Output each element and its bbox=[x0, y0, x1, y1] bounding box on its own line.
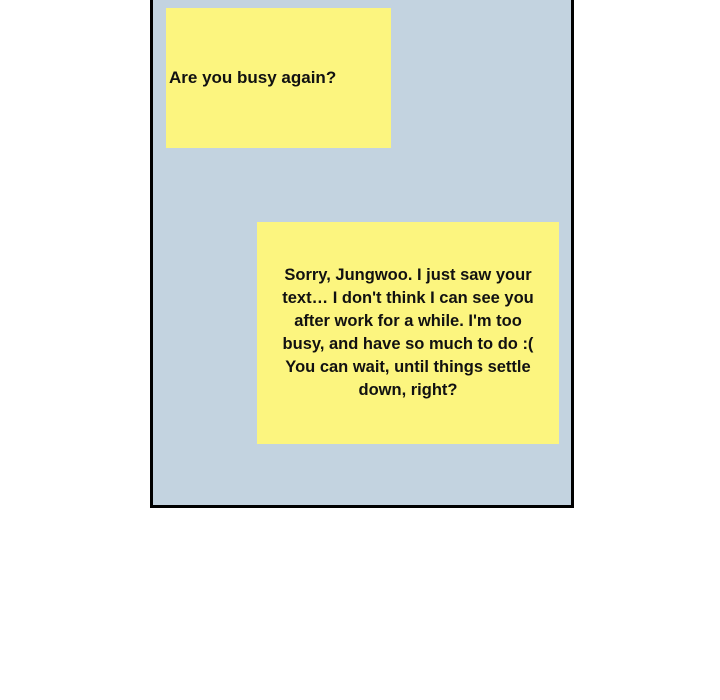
comic-panel bbox=[150, 0, 574, 508]
message-bubble-incoming bbox=[166, 8, 391, 148]
message-bubble-outgoing bbox=[257, 222, 559, 444]
message-text-outgoing: Sorry, Jungwoo. I just saw your text… I don't think I can see you after work for a while. I'm too busy, and have so much to do :( You can wait, until things settle down, right? bbox=[282, 266, 534, 399]
message-text-incoming: Are you busy again? bbox=[169, 67, 337, 87]
